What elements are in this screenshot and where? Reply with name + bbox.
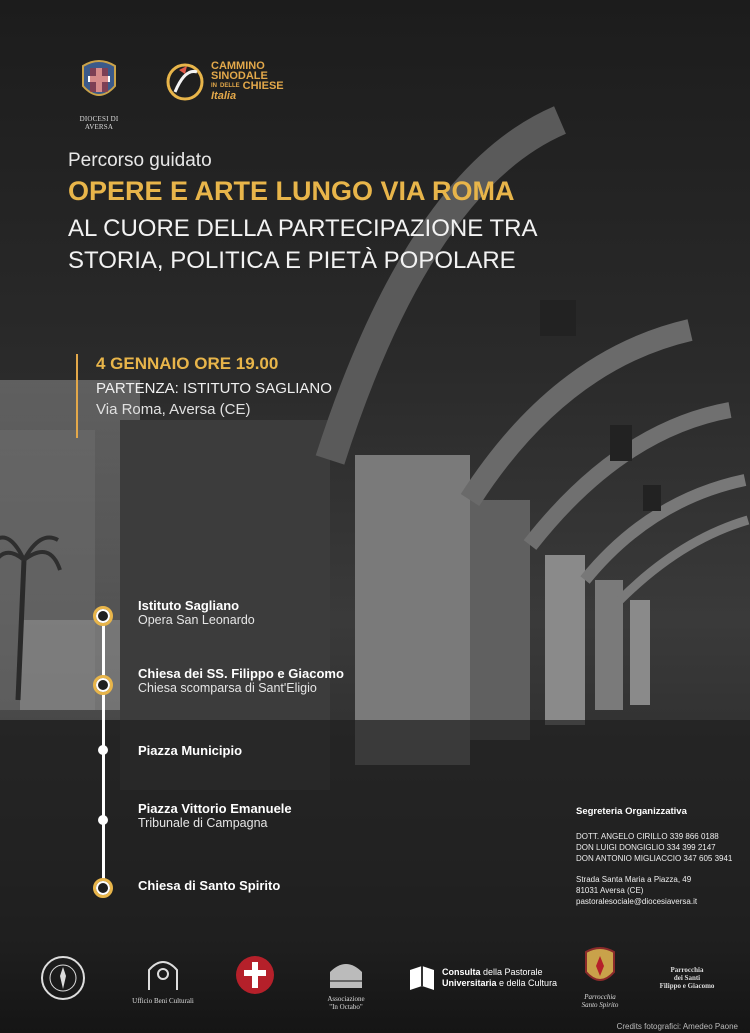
header — [68, 150, 537, 277]
contact-line: DON ANTONIO MIGLIACCIO 347 605 3941 — [576, 854, 733, 863]
stop-title: Piazza Vittorio Emanuele — [138, 801, 292, 816]
event-info — [76, 354, 332, 438]
pretitle: Percorso guidato — [68, 150, 212, 171]
parr-fg-caption-1: Parrocchia — [670, 966, 704, 974]
parrocchia-filippo-giacomo-logo — [648, 966, 726, 990]
parr-sp-caption-2: Santo Spirito — [581, 1001, 619, 1009]
caritas-logo — [233, 954, 277, 1001]
stop-subtitle: Opera San Leonardo — [138, 613, 255, 627]
diocesi-caption: DIOCESI DI AVERSA — [79, 115, 119, 131]
photo-credits: Credits fotografici: Amedeo Paone — [616, 1022, 738, 1031]
consulta-line-2-bold: Universitaria — [442, 978, 497, 988]
stop-title: Chiesa di Santo Spirito — [138, 878, 281, 893]
stop-title: Chiesa dei SS. Filippo e Giacomo — [138, 666, 344, 681]
event-title: OPERE E ARTE LUNGO VIA ROMA — [68, 176, 515, 206]
cammino-word-6: Italia — [211, 90, 237, 102]
address-line: 81031 Aversa (CE) — [576, 886, 644, 895]
seal-logo — [38, 954, 88, 1007]
stop-title: Istituto Sagliano — [138, 598, 240, 613]
beni-caption: Ufficio Beni Culturali — [132, 997, 194, 1005]
stop-subtitle: Chiesa scomparsa di Sant'Eligio — [138, 681, 317, 695]
address-line: Strada Santa Maria a Piazza, 49 — [576, 875, 692, 884]
stop-dot-icon — [98, 745, 108, 755]
route-stop — [138, 598, 255, 627]
building-outline-icon — [143, 952, 183, 992]
parr-fg-caption-3: Filippo e Giacomo — [659, 982, 715, 990]
cammino-word-5: IN — [211, 83, 217, 89]
dome-icon — [326, 954, 366, 990]
caritas-cross-icon — [234, 954, 276, 996]
parr-fg-caption-2: dei Santi — [673, 974, 701, 982]
subtitle-line-2: STORIA, POLITICA E PIETÀ POPOLARE — [68, 247, 516, 274]
event-departure: PARTENZA: ISTITUTO SAGLIANO — [96, 380, 332, 397]
event-date: 4 GENNAIO ORE 19.00 — [96, 354, 279, 373]
assoc-caption-1: Associazione — [327, 995, 365, 1003]
subtitle-line-1: AL CUORE DELLA PARTECIPAZIONE TRA — [68, 215, 538, 242]
cammino-word-3: CHIESE — [242, 80, 284, 92]
email-link[interactable]: pastoralesociale@diocesiaversa.it — [576, 897, 698, 906]
assoc-caption-2: "In Octabo" — [329, 1003, 363, 1011]
parr-sp-caption-1: Parrocchia — [584, 993, 616, 1001]
stop-dot-icon — [93, 878, 113, 898]
consulta-line-1-bold: Consulta — [442, 967, 481, 977]
crest-icon — [582, 946, 618, 988]
contact-line: DON LUIGI DONGIGLIO 334 399 2147 — [576, 843, 716, 852]
ufficio-beni-culturali-logo — [128, 952, 198, 1005]
event-address: Via Roma, Aversa (CE) — [96, 401, 251, 418]
segreteria-title: Segreteria Organizzativa — [576, 806, 687, 817]
stop-subtitle: Tribunale di Campagna — [138, 816, 268, 830]
consulta-line-1: della Pastorale — [480, 967, 543, 977]
in-octabo-logo — [318, 954, 374, 1011]
consulta-line-2: e della Cultura — [496, 978, 558, 988]
stop-title: Piazza Municipio — [138, 743, 243, 758]
route-stop — [138, 878, 280, 893]
seal-icon — [39, 954, 87, 1002]
stop-dot-icon — [98, 815, 108, 825]
segreteria-organizzativa — [576, 806, 732, 907]
footer-logos — [0, 940, 750, 1033]
diocesi-logo — [68, 58, 130, 131]
parrocchia-santo-spirito-logo — [576, 946, 624, 1009]
route-stop — [138, 666, 344, 695]
contact-line: DOTT. ANGELO CIRILLO 339 866 0188 — [576, 832, 719, 841]
cammino-word-1: CAMMINO — [211, 60, 265, 72]
book-icon — [408, 964, 436, 992]
cammino-word-2: SINODALE — [211, 70, 268, 82]
cammino-word-4: DELLE — [220, 83, 240, 89]
route-stop — [138, 743, 242, 758]
consulta-pastorale-logo — [408, 964, 578, 992]
cammino-emblem-icon — [165, 58, 205, 104]
stop-dot-icon — [93, 675, 113, 695]
stop-dot-icon — [93, 606, 113, 626]
cammino-sinodale-logo — [165, 58, 284, 104]
crest-icon — [79, 58, 119, 104]
route-stop — [138, 801, 292, 830]
